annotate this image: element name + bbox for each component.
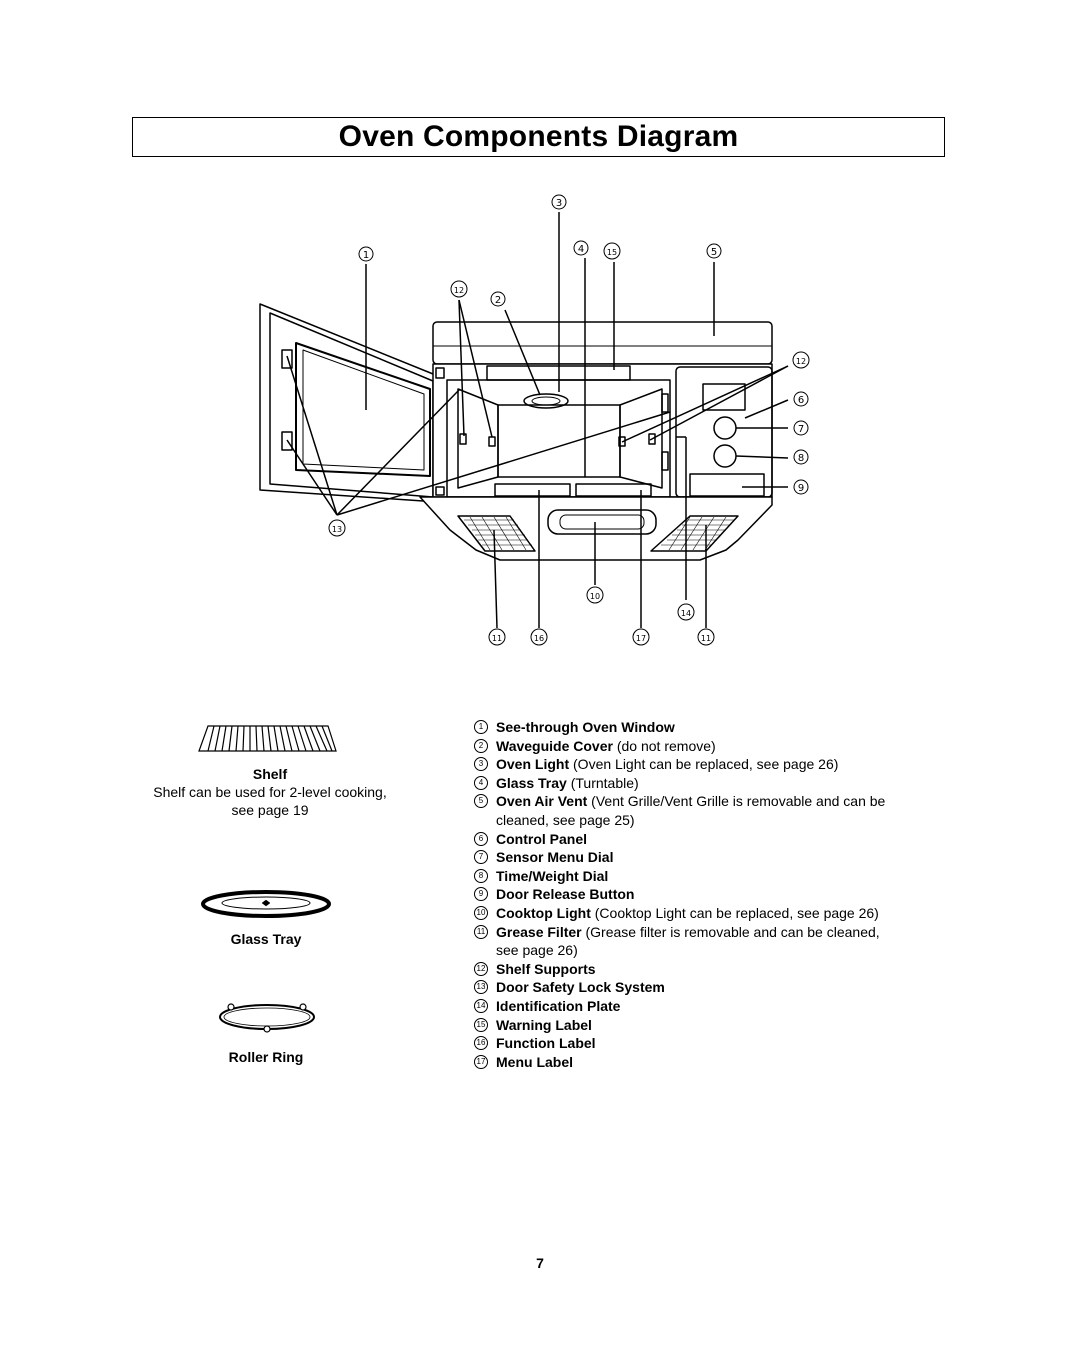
list-item xyxy=(474,960,954,979)
part-note: (Cooktop Light can be replaced, see page 26) xyxy=(590,904,879,921)
part-number: 5 xyxy=(474,794,488,808)
part-note: (Vent Grille/Vent Grille is removable and can be xyxy=(587,793,886,810)
part-name: Door Safety Lock System xyxy=(496,979,665,996)
callout-15 xyxy=(604,243,620,259)
parts-list xyxy=(474,718,954,1071)
page-title: Oven Components Diagram xyxy=(338,120,739,153)
svg-text:1: 1 xyxy=(362,250,370,261)
part-number: 14 xyxy=(474,999,488,1013)
part-text xyxy=(496,978,665,997)
svg-text:5: 5 xyxy=(710,247,718,258)
list-item xyxy=(474,867,954,886)
list-item xyxy=(474,923,954,960)
oven-air-vent xyxy=(433,322,772,364)
callout-17 xyxy=(633,629,649,645)
part-text xyxy=(496,848,613,867)
list-item xyxy=(474,1034,954,1053)
svg-text:3: 3 xyxy=(555,198,563,209)
part-name: Cooktop Light xyxy=(496,904,591,921)
part-name: Shelf Supports xyxy=(496,960,596,977)
callout-10 xyxy=(587,587,603,603)
part-number: 8 xyxy=(474,869,488,883)
part-number: 1 xyxy=(474,720,488,734)
callout-13 xyxy=(329,520,345,536)
callout-6 xyxy=(794,392,808,406)
shelf-icon xyxy=(196,724,340,754)
part-name: Oven Air Vent xyxy=(496,793,588,810)
part-text xyxy=(496,867,608,886)
part-number: 4 xyxy=(474,776,488,790)
glass-tray-name: Glass Tray xyxy=(230,931,302,947)
callout-5 xyxy=(707,244,721,258)
part-number: 9 xyxy=(474,887,488,901)
part-text xyxy=(496,755,838,774)
callout-11-right xyxy=(698,629,714,645)
svg-text:11: 11 xyxy=(700,634,712,643)
list-item xyxy=(474,1016,954,1035)
part-name: Sensor Menu Dial xyxy=(496,849,614,866)
callout-7 xyxy=(794,421,808,435)
list-item xyxy=(474,904,954,923)
callout-1 xyxy=(359,247,373,261)
callout-12-right xyxy=(793,352,809,368)
list-item xyxy=(474,718,954,737)
svg-text:12: 12 xyxy=(453,286,465,295)
part-number: 7 xyxy=(474,850,488,864)
svg-text:16: 16 xyxy=(533,634,545,643)
part-note: (do not remove) xyxy=(612,737,716,754)
part-text xyxy=(496,1016,592,1035)
callout-12-top xyxy=(451,281,467,297)
oven-door xyxy=(260,304,438,502)
part-number: 12 xyxy=(474,962,488,976)
list-item xyxy=(474,885,954,904)
part-name: Oven Light xyxy=(496,756,570,773)
svg-text:8: 8 xyxy=(797,453,805,464)
list-item xyxy=(474,830,954,849)
part-name: See-through Oven Window xyxy=(496,719,675,735)
part-number: 11 xyxy=(474,925,488,939)
svg-text:11: 11 xyxy=(491,634,503,643)
part-name: Door Release Button xyxy=(496,886,635,903)
callout-2 xyxy=(491,292,505,306)
callout-4 xyxy=(574,241,588,255)
part-note-continued: cleaned, see page 25) xyxy=(496,811,635,828)
list-item xyxy=(474,848,954,867)
list-item xyxy=(474,978,954,997)
svg-text:13: 13 xyxy=(331,525,343,534)
roller-ring-icon xyxy=(214,1000,320,1036)
svg-text:10: 10 xyxy=(589,592,601,601)
part-number: 16 xyxy=(474,1036,488,1050)
callout-11-left xyxy=(489,629,505,645)
list-item xyxy=(474,755,954,774)
part-text xyxy=(496,718,675,737)
part-text xyxy=(496,1053,573,1072)
svg-text:4: 4 xyxy=(577,244,585,255)
part-text xyxy=(496,792,885,829)
part-name: Waveguide Cover xyxy=(496,737,613,754)
part-number: 17 xyxy=(474,1055,488,1069)
part-name: Function Label xyxy=(496,1035,596,1052)
svg-text:12: 12 xyxy=(795,357,807,366)
part-name: Grease Filter xyxy=(496,923,582,940)
svg-text:14: 14 xyxy=(680,609,692,618)
part-note-continued: see page 26) xyxy=(496,942,578,959)
part-text xyxy=(496,737,716,756)
list-item xyxy=(474,997,954,1016)
svg-text:9: 9 xyxy=(797,483,805,494)
roller-ring-name: Roller Ring xyxy=(228,1049,304,1065)
part-text xyxy=(496,997,620,1016)
list-item xyxy=(474,1053,954,1072)
part-number: 3 xyxy=(474,757,488,771)
svg-text:15: 15 xyxy=(606,248,618,257)
svg-text:6: 6 xyxy=(797,395,805,406)
part-text xyxy=(496,960,596,979)
part-note: (Oven Light can be replaced, see page 26) xyxy=(569,756,839,773)
part-name: Glass Tray xyxy=(496,774,567,791)
shelf-desc-line2: see page 19 xyxy=(231,802,309,818)
callout-16 xyxy=(531,629,547,645)
title-box xyxy=(132,117,945,157)
oven-diagram xyxy=(0,180,1080,660)
list-item xyxy=(474,737,954,756)
shelf-desc-line1: Shelf can be used for 2-level cooking, xyxy=(153,784,387,800)
svg-text:17: 17 xyxy=(635,634,647,643)
list-item xyxy=(474,774,954,793)
shelf-name: Shelf xyxy=(252,766,288,782)
part-number: 6 xyxy=(474,832,488,846)
part-note: (Turntable) xyxy=(566,774,639,791)
part-text xyxy=(496,904,879,923)
part-number: 2 xyxy=(474,739,488,753)
part-number: 15 xyxy=(474,1018,488,1032)
part-text xyxy=(496,923,880,960)
callout-14 xyxy=(678,604,694,620)
part-text xyxy=(496,885,634,904)
part-name: Warning Label xyxy=(496,1016,592,1033)
callout-9 xyxy=(794,480,808,494)
shelf-caption xyxy=(120,765,420,819)
callout-8 xyxy=(794,450,808,464)
part-text xyxy=(496,774,639,793)
oven-bottom xyxy=(420,497,772,560)
part-name: Menu Label xyxy=(496,1053,574,1070)
glass-tray-icon xyxy=(200,890,332,920)
callout-3 xyxy=(552,195,566,209)
part-name: Time/Weight Dial xyxy=(496,867,609,884)
part-name: Control Panel xyxy=(496,830,588,847)
svg-text:2: 2 xyxy=(494,295,502,306)
page-number: 7 xyxy=(536,1255,544,1271)
part-note: (Grease filter is removable and can be cleaned, xyxy=(581,923,880,940)
part-text xyxy=(496,1034,596,1053)
svg-text:7: 7 xyxy=(797,424,805,435)
part-text xyxy=(496,830,587,849)
list-item xyxy=(474,792,954,829)
part-number: 13 xyxy=(474,980,488,994)
part-name: Identification Plate xyxy=(496,997,621,1014)
part-number: 10 xyxy=(474,906,488,920)
